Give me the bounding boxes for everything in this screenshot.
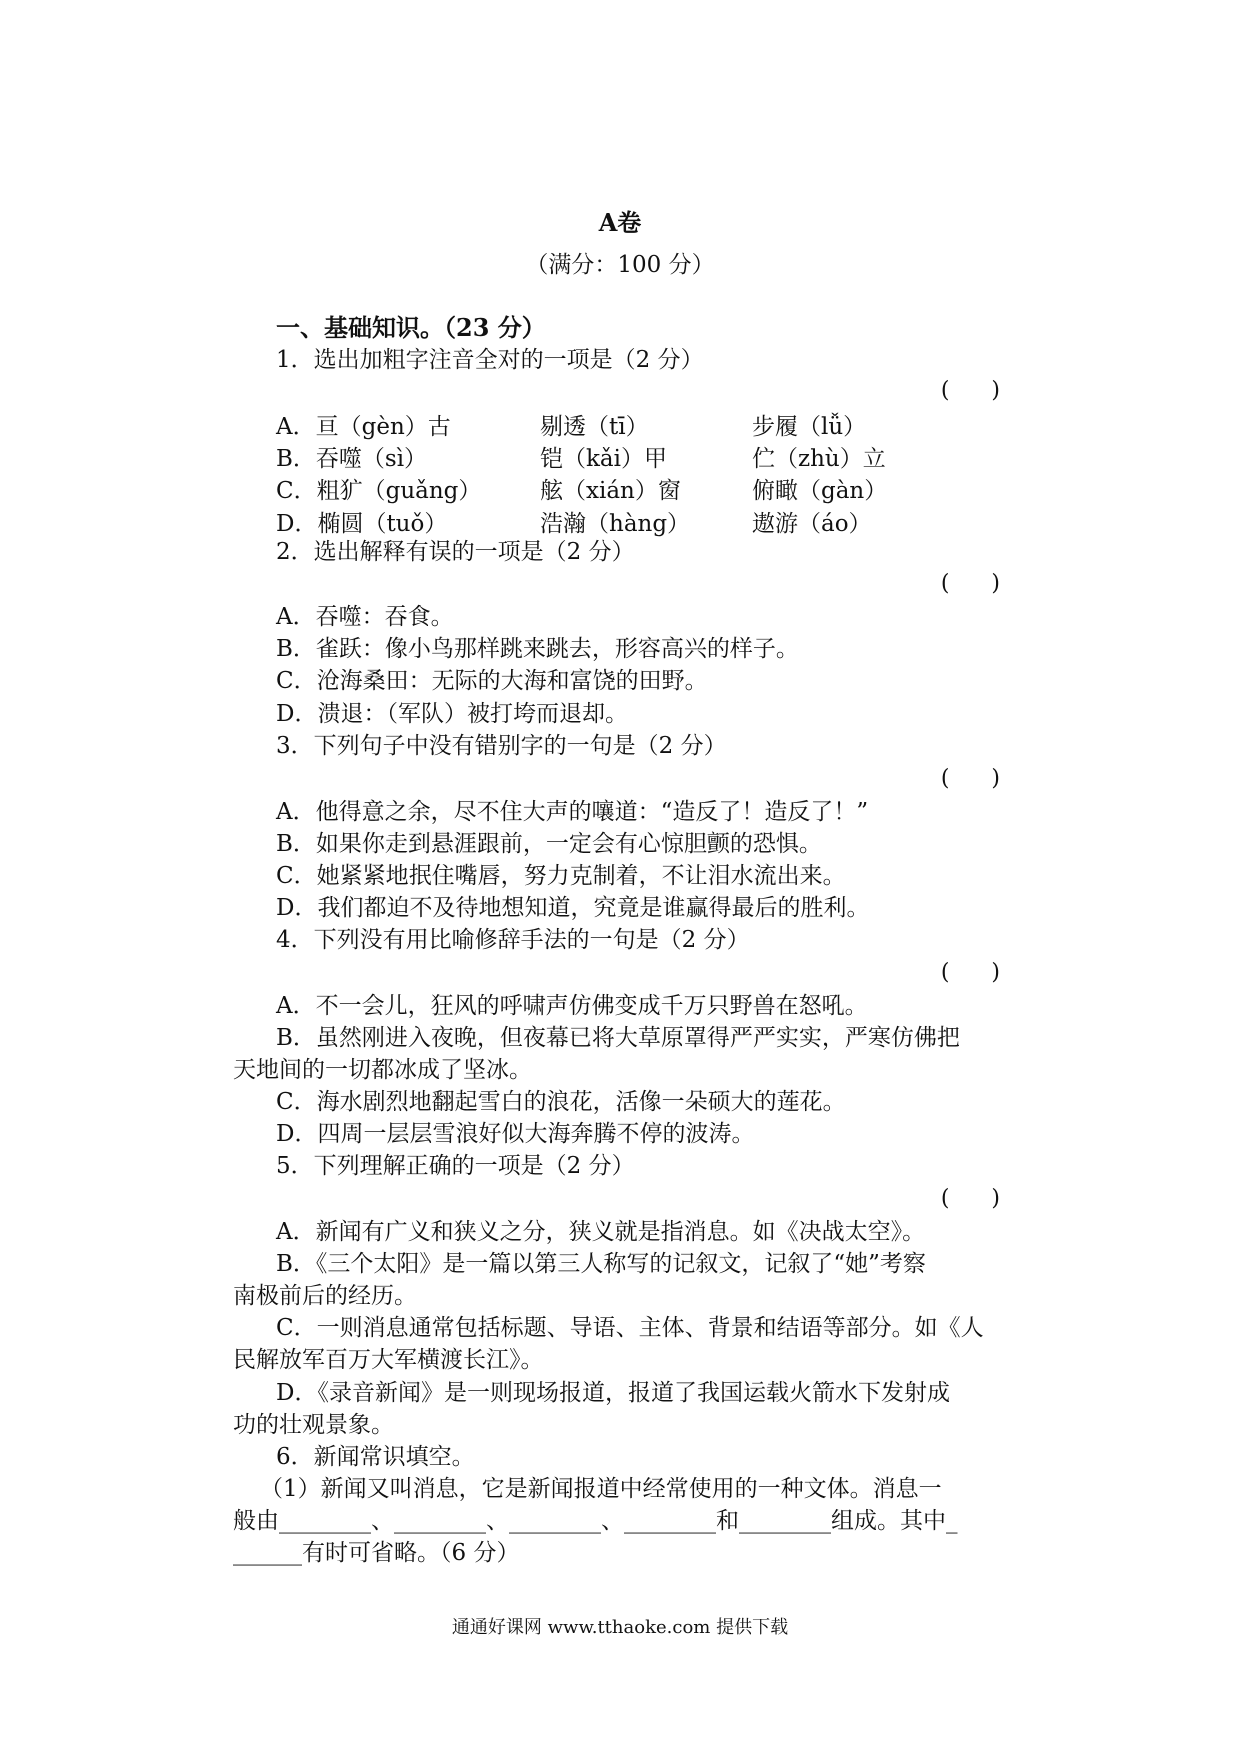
q3-answer-paren: ( ) (940, 766, 1000, 791)
page-subtitle: （满分：100 分） (525, 252, 715, 278)
q3-option-c: C．她紧紧地抿住嘴唇，努力克制着，不让泪水流出来。 (276, 863, 846, 889)
q5-stem: 5．下列理解正确的一项是（2 分） (276, 1153, 635, 1179)
q1-answer-paren: ( ) (940, 378, 1000, 403)
q2-option-c: C．沧海桑田：无际的大海和富饶的田野。 (276, 668, 708, 694)
q5-option-c-line2: 民解放军百万大军横渡长江》。 (233, 1347, 544, 1373)
q1-option-a-2: 剔透（tī） (540, 414, 649, 440)
q5-option-b-line2: 南极前后的经历。 (233, 1283, 417, 1309)
q4-option-a: A．不一会儿，狂风的呼啸声仿佛变成千万只野兽在怒吼。 (276, 993, 868, 1019)
page-footer: 通通好课网 www.tthaoke.com 提供下载 (451, 1617, 789, 1638)
q4-option-d: D．四周一层层雪浪好似大海奔腾不停的波涛。 (276, 1121, 755, 1147)
q1-option-c-1: C．粗犷（guǎng） (276, 478, 482, 504)
q3-option-b: B．如果你走到悬涯跟前，一定会有心惊胆颤的恐惧。 (276, 831, 822, 857)
q5-option-b-line1: B．《三个太阳》是一篇以第三人称写的记叙文，记叙了“她”考察 (276, 1251, 926, 1277)
q5-option-d-line1: D．《录音新闻》是一则现场报道，报道了我国运载火箭水下发射成 (276, 1380, 950, 1406)
q5-option-d-line2: 功的壮观景象。 (233, 1412, 394, 1438)
q4-stem: 4．下列没有用比喻修辞手法的一句是（2 分） (276, 927, 750, 953)
q3-stem: 3．下列句子中没有错别字的一句是（2 分） (276, 733, 727, 759)
q6-paragraph-line1: （1）新闻又叫消息，它是新闻报道中经常使用的一种文体。消息一 (260, 1476, 942, 1502)
q4-option-b-line2: 天地间的一切都冰成了坚冰。 (233, 1057, 532, 1083)
q3-option-d: D．我们都迫不及待地想知道，究竟是谁赢得最后的胜利。 (276, 895, 870, 921)
q6-paragraph-line2: 般由________、________、________、________和________组成。其中_ (233, 1508, 958, 1534)
q1-option-d-1: D．椭圆（tuǒ） (276, 511, 448, 537)
q1-option-d-3: 遨游（áo） (752, 511, 872, 537)
q4-option-c: C．海水剧烈地翻起雪白的浪花，活像一朵硕大的莲花。 (276, 1089, 846, 1115)
q1-option-d-2: 浩瀚（hàng） (540, 511, 691, 537)
q5-option-a: A．新闻有广义和狭义之分，狭义就是指消息。如《决战太空》。 (276, 1219, 926, 1245)
q5-answer-paren: ( ) (940, 1186, 1000, 1211)
q1-option-a-3: 步履（lǚ） (752, 414, 867, 440)
q4-answer-paren: ( ) (940, 960, 1000, 985)
q1-stem: 1．选出加粗字注音全对的一项是（2 分） (276, 347, 704, 373)
q2-answer-paren: ( ) (940, 571, 1000, 596)
q1-option-c-2: 舷（xián）窗 (540, 478, 681, 504)
q1-option-b-2: 铠（kǎi）甲 (540, 446, 668, 472)
q2-option-d: D．溃退：（军队）被打垮而退却。 (276, 701, 628, 727)
q5-option-c-line1: C．一则消息通常包括标题、导语、主体、背景和结语等部分。如《人 (276, 1315, 984, 1341)
q2-option-b: B．雀跃：像小鸟那样跳来跳去，形容高兴的样子。 (276, 636, 799, 662)
q1-option-b-3: 伫（zhù）立 (752, 446, 886, 472)
q1-option-a-1: A．亘（gèn）古 (276, 414, 451, 440)
q2-option-a: A．吞噬：吞食。 (276, 604, 454, 630)
q1-option-c-3: 俯瞰（gàn） (752, 478, 888, 504)
q2-stem: 2．选出解释有误的一项是（2 分） (276, 539, 635, 565)
q6-stem: 6．新闻常识填空。 (276, 1444, 475, 1470)
page-title: A卷 (598, 208, 642, 237)
section-heading: 一、基础知识。（23 分） (276, 313, 546, 342)
q4-option-b-line1: B．虽然刚进入夜晚，但夜幕已将大草原罩得严严实实，严寒仿佛把 (276, 1025, 960, 1051)
q3-option-a: A．他得意之余，尽不住大声的嚷道：“造反了！造反了！” (276, 799, 869, 825)
q1-option-b-1: B．吞噬（sì） (276, 446, 428, 472)
q6-paragraph-line3: ______有时可省略。（6 分） (233, 1540, 520, 1566)
